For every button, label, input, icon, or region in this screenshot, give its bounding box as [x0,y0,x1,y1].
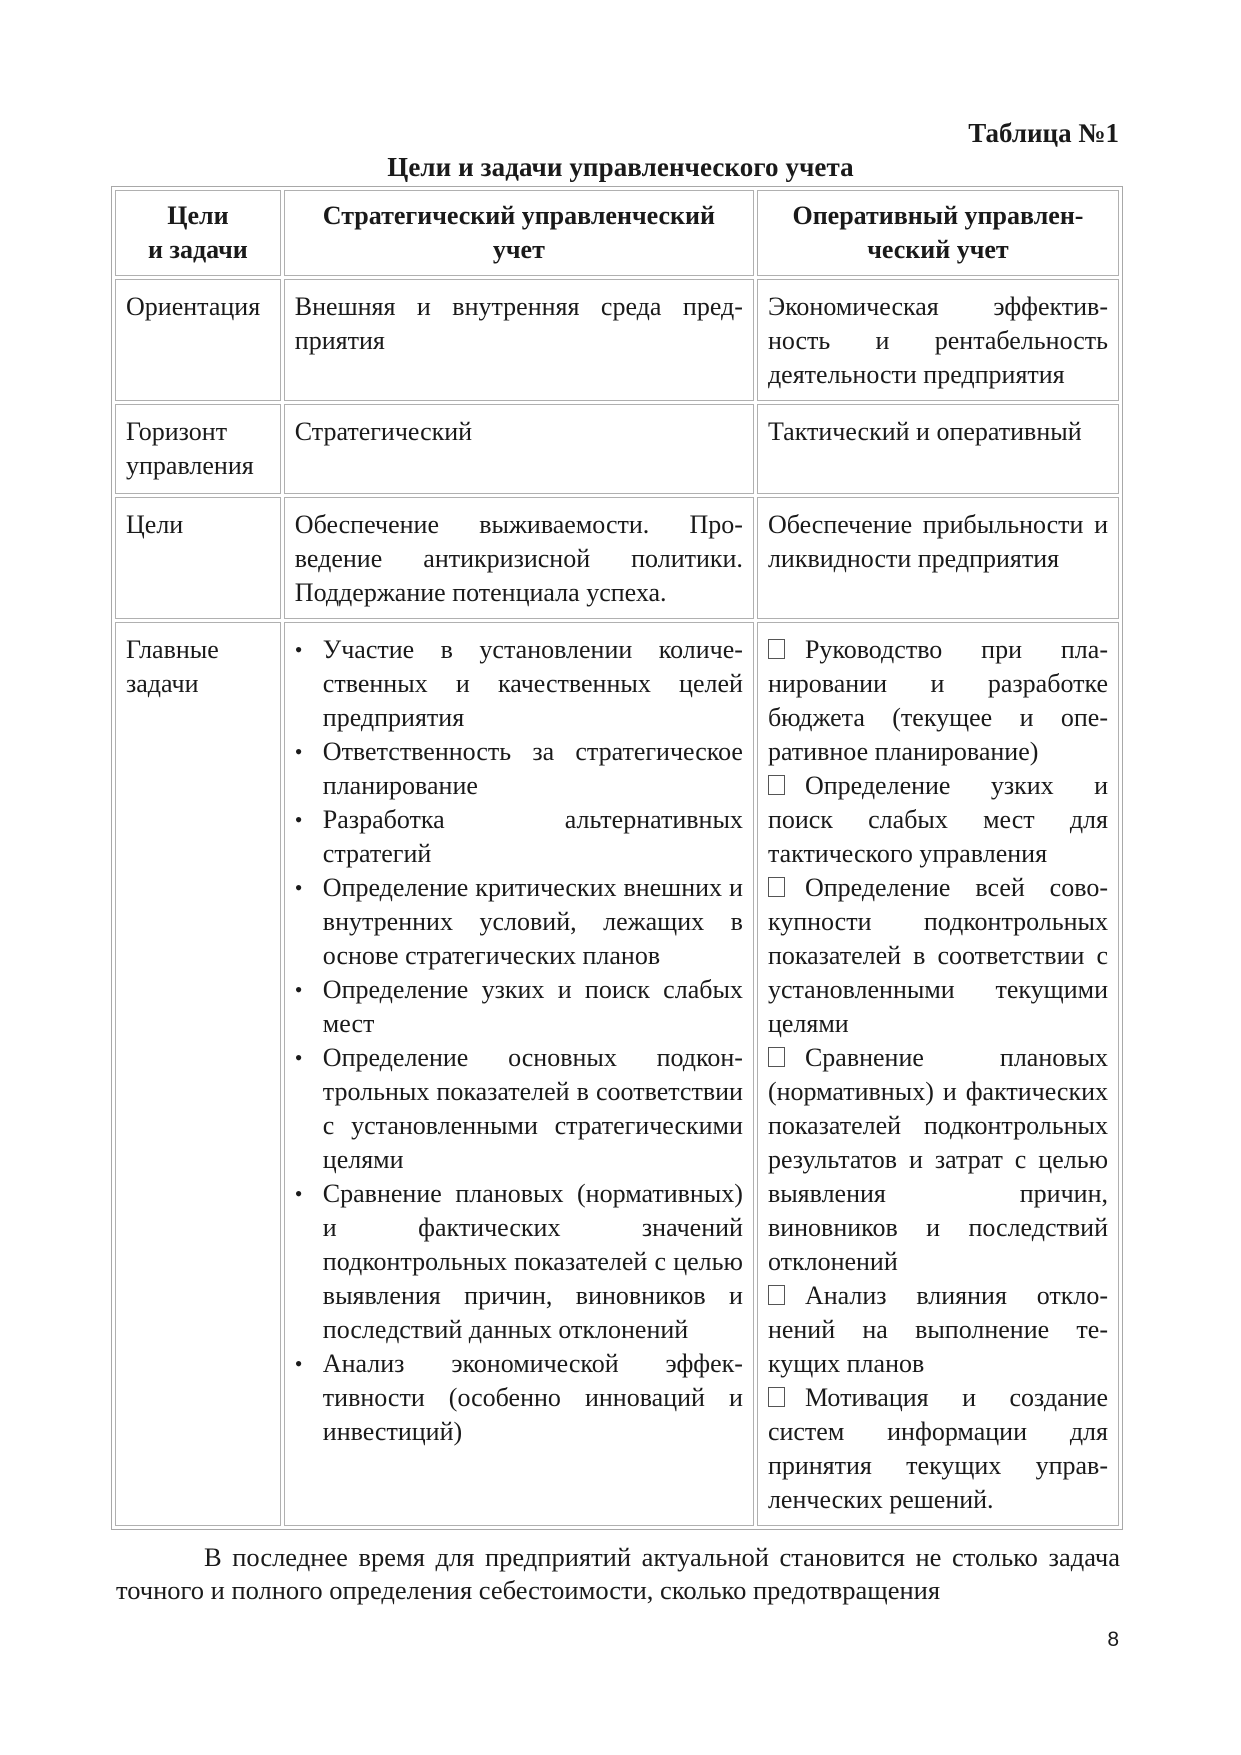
row-label-horizon: Горизонт управления [115,404,281,494]
checkbox-square-icon [768,1047,785,1067]
header-line: и задачи [148,235,248,264]
list-item: Анализ влияния отклонений на выполнение текущих планов [767,1281,1108,1378]
table-title: Цели и задачи управленческого учета [387,152,854,182]
cell-strategic-horizon: Стратегический [284,404,754,494]
table-row [115,404,1119,494]
list-item: • Определение узких и поиск слабых мест [323,973,743,1041]
paragraph-text: В последнее время для предприятий актуальной становится не столько задача точного и полного определения себестоимости, сколько предотвращения [116,1542,1120,1605]
checkbox-square-icon [768,877,785,897]
list-item: • Определение основных подконтрольных показателей в соответствии с установленными стратегическими целями [323,1041,743,1177]
checkbox-square-icon [768,639,785,659]
list-item: • Сравнение плановых (нормативных) и фактических значений подконтрольных показателей с целью выявления причин, виновников и последствий данных отклонений [323,1177,743,1347]
table-row [115,622,1119,1526]
table-row [115,279,1119,401]
cell-operational-tasks [757,622,1119,1526]
cell-strategic-orientation: Внешняя и внутренняя среда предприятия [284,279,754,401]
list-item: • Разработка альтернативных стратегий [323,803,743,871]
cell-operational-orientation: Экономическая эффективность и рентабельность деятельности предприятия [757,279,1119,401]
cell-strategic-goals: Обеспечение выживаемости. Проведение антикризисной политики. Поддержание потенциала успеха. [284,497,754,619]
checkbox-square-icon [768,1285,785,1305]
list-item: • Определение критических внешних и внутренних условий, лежащих в основе стратегических планов [323,871,743,973]
page-number: 8 [1107,1628,1119,1651]
body-paragraph [116,1541,1120,1607]
table-header-row [115,190,1119,276]
header-line: ческий учет [867,235,1009,264]
list-item: Определение узких и поиск слабых мест для тактического управления [767,771,1108,868]
cell-strategic-tasks [284,622,754,1526]
list-item: Определение всей совокупности подконтрольных показателей в соответствии с установленными текущими целями [767,873,1108,1038]
management-accounting-table [111,186,1123,1530]
row-label-orientation: Ориентация [115,279,281,401]
strategic-task-list [295,633,743,1449]
list-item: Руководство при планировании и разработке бюджета (текущее и оперативное планирование) [767,635,1108,766]
header-goals-tasks [115,190,281,276]
cell-operational-goals: Обеспечение прибыльности и ликвидности предприятия [757,497,1119,619]
list-item: Сравнение плановых (нормативных) и фактических показателей подконтрольных результатов и затрат с целью выявления причин, виновников и последствий отклонений [767,1043,1108,1276]
header-line: учет [492,235,545,264]
table-row [115,497,1119,619]
header-line: Стратегический управленческий [322,201,715,230]
header-strategic [284,190,754,276]
list-item: • Анализ экономической эффективности (особенно инноваций и инвестиций) [323,1347,743,1449]
header-line: Цели [167,201,229,230]
row-label-goals: Цели [115,497,281,619]
list-item: • Ответственность за стратегическое планирование [323,735,743,803]
checkbox-square-icon [768,1387,785,1407]
header-operational [757,190,1119,276]
table-label: Таблица №1 [968,118,1119,148]
list-item: Мотивация и создание систем информации для принятия текущих управленческих решений. [767,1383,1108,1514]
cell-operational-horizon: Тактический и оперативный [757,404,1119,494]
header-line: Оперативный управлен- [792,201,1084,230]
list-item: • Участие в установлении количественных и качественных целей предприятия [323,633,743,735]
checkbox-square-icon [768,775,785,795]
row-label-tasks: Главные задачи [115,622,281,1526]
